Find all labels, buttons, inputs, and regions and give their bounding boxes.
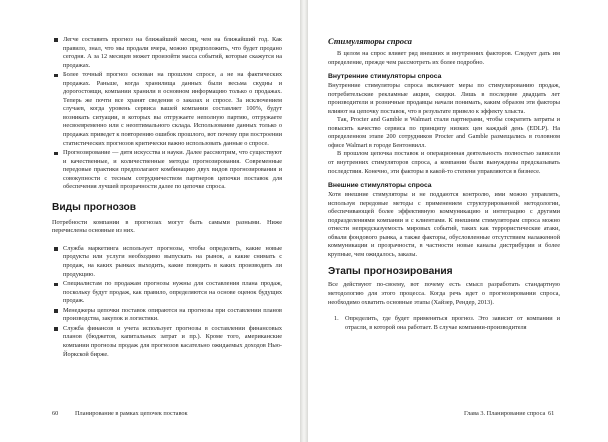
page-number: 60 [52, 410, 59, 417]
left-page [0, 0, 300, 442]
running-head: Планирование в рамках цепочек поставок [75, 410, 188, 417]
paragraph: Хотя внешние стимуляторы и не поддаются контролю, ими можно управлять, используя передовые методы с применением структурированной методологии, обеспечивающей более эффективную коммуникацию и интеграцию с другими подразделениями компании и с клиентами. К внешним стимуляторам спроса можно отнести непредсказуемость мировых событий, таких как террористические атаки, обвали фондового рынка, а также факторы, обусловленные отсутствием налаженной коммуникации и прозрачности, в частности новые каналы дистрибуции и более крупные, чем ожидалось, заказы. [328, 191, 560, 258]
paragraph: Так, Procter and Gamble и Walmart стали партнерами, чтобы сократить затраты и повысить качество сервиса по принципу низких цен каждый день (EDLP). На определенном этапе 200 сотрудников Procter and Gamble размещались в головном офисе Walmart в городе Бентонвилл. [328, 116, 560, 149]
bullet-item: Специалистам по продажам прогнозы нужны для составления плана продаж, поскольку будут продаж, как правило, определяются на основе оценок будущих продаж. [52, 280, 282, 306]
right-page-content [328, 36, 560, 332]
bullet-item: Служба маркетинга использует прогнозы, чтобы определить, какие новые продукты или услуги необходимо выпускать на рынок, а какие снимать с продаж, на каких рынках выходить, какие поведить в каких производить ли продукцию. [52, 245, 282, 279]
numbered-item [328, 315, 560, 332]
bullet-item: Более точный прогноз основан на прошлом спросе, а не на фактических продажах. Раньше, когда хранилища данных были весьма скудны и дорогостоящи, компании хранили в основном информацию только о продажах. Теперь же почти все хранят сведения о заказах и спросе. За исключением случаев, когда уровень сервиса вашей компании составляет 100%, будут возникать ситуации, в которых вы отгружаете неполную партию, отгружаете несвоевременно или с неоптимального склада. Использование данных только о продажах приведет к повторению ошибок прошлого, вот почему при построении статистических прогнозов критически важно использовать данные о спросе. [52, 71, 282, 148]
paragraph: В целом на спрос влияет ряд внешних и внутренних факторов. Следует дать им определение, прежде чем рассмотреть их более подробно. [328, 50, 560, 66]
spacer [328, 307, 560, 315]
minor-heading: Внутренние стимуляторы спроса [328, 73, 442, 81]
bullet-item: Служба финансов и учета использует прогнозы в составлении финансовых планов (бюджетов, капитальных затрат и пр.). Кроме того, американские компании прогнозы продаж для прогнозов касательно ожидаемых доходов Нью-Йоркской бирже. [52, 325, 282, 359]
left-page-content [52, 36, 282, 359]
running-head: Глава 3. Планирование спроса [464, 410, 546, 417]
page-number: 61 [548, 410, 555, 417]
paragraph: Все действуют по-своему, вот почему есть смысл разработать стандартную методологию для этого процесса. Когда речь идет о прогнозировании спроса, необходимо охватить основные этапы (Хайзер, Рендер, 2013). [328, 281, 560, 306]
minor-heading: Внешние стимуляторы спроса [328, 182, 432, 190]
numbered-item-text: Определить, где будет применяться прогноз. Это зависит от компании и отрасли, в которой она работает. В случае компании-производителя [345, 315, 560, 331]
paragraph: В прошлом цепочка поставок и операционная деятельность полностью зависели от внутренних стимуляторов спроса, а компании были вынуждены предсказывать последствия. Конечно, эти факторы в какой-то степени управляются в бизнесе. [328, 150, 560, 175]
spacer [52, 236, 282, 245]
bullet-item: Прогнозирование — дитя искусства и науки. Далее рассмотрим, что существуют и качественные, и количественные методы прогнозирования. Современные передовые практики предполагают комбинацию двух видов прогнозирования и совокупности с тесным сотрудничеством партнеров цепочки поставок для обеспечения лучшей прозрачности далее по цепочке спроса. [52, 149, 282, 192]
book-gutter [300, 0, 308, 442]
right-page [308, 0, 608, 442]
paragraph: Потребности компании в прогнозах могут быть самыми разными. Ниже перечислены основные из них. [52, 218, 282, 235]
paragraph: Внутренние стимуляторы спроса включают меры по стимулированию продаж, потребительские рекламные акции, скидки. Лишь в последние двадцать лет производители и розничные продавцы начали понимать, каким образом эти факторы влияют на цепочку поставок, что в результате привело к эффекту хлыста. [328, 82, 560, 115]
numbered-item-number: 1. [334, 315, 339, 323]
section-heading: Виды прогнозов [52, 201, 136, 213]
subsection-heading: Стимуляторы спроса [328, 36, 412, 46]
section-heading: Этапы прогнозирования [328, 266, 453, 278]
bullet-item: Менеджеры цепочки поставок опираются на прогнозы при составлении планов производства, закупок и логистики. [52, 307, 282, 324]
bullet-item: Легче составить прогноз на ближайший месяц, чем на ближайший год. Как правило, знал, что мы продали вчера, можно предположить, что будет продано сегодня. А за 12 месяцев может произойти масса событий, которые скажутся на продажах. [52, 36, 282, 70]
